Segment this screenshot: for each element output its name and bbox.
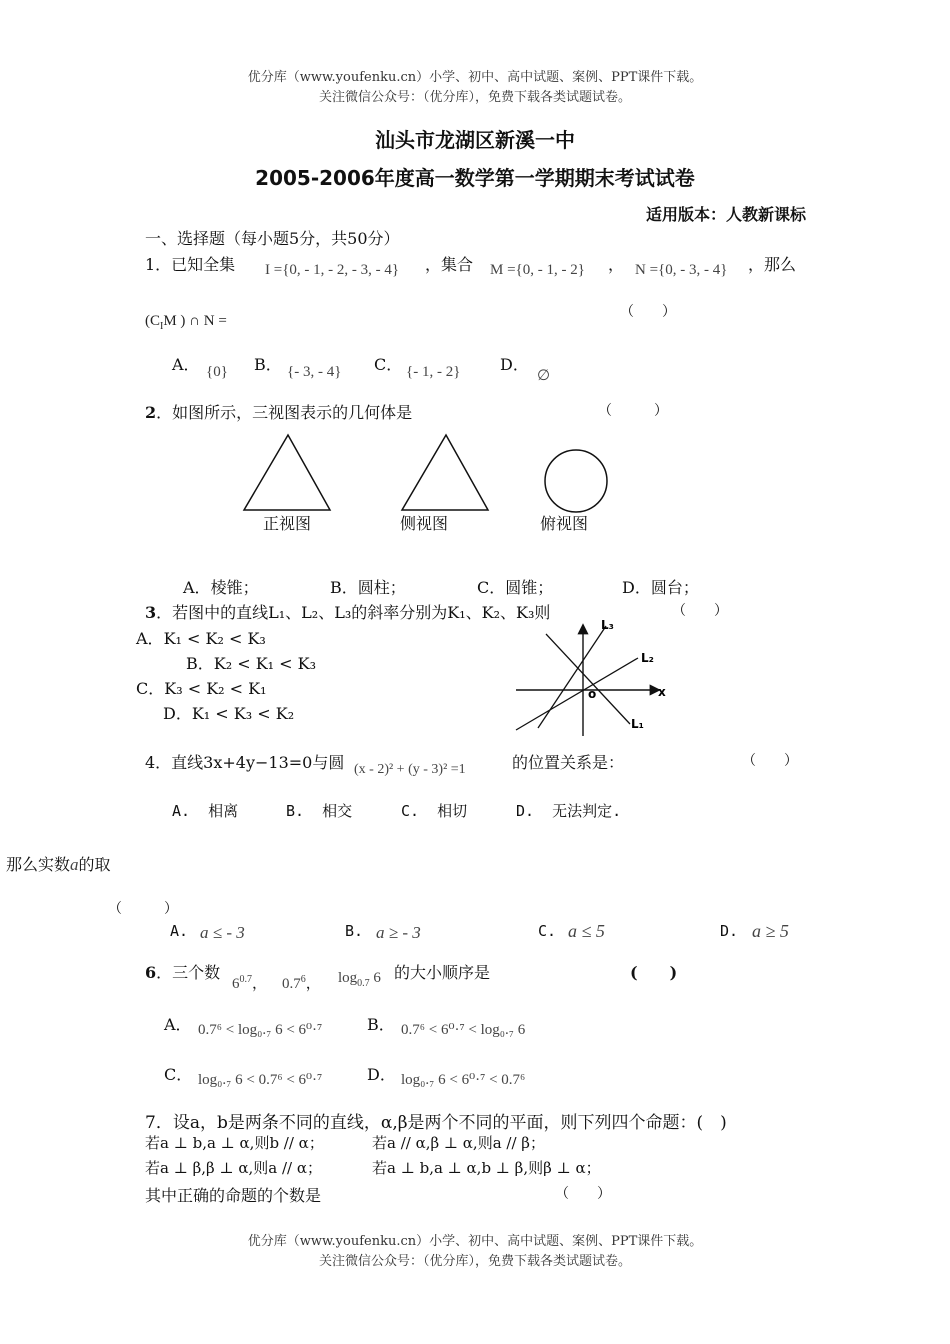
q3-option-b-value: K₂ < K₁ < K₃ — [213, 654, 317, 673]
q4-option-b-value: 相交 — [322, 802, 353, 820]
q4-suffix: 的位置关系是： — [512, 753, 625, 772]
q3-option-a-label: A． — [136, 629, 164, 648]
top-view-circle — [545, 450, 607, 512]
q2-option-c-label: C． — [477, 578, 506, 597]
q2-option-a-label: A． — [183, 578, 211, 597]
q7-proposition-3: 若a ⊥ β,β ⊥ α,则a // α； — [145, 1159, 322, 1177]
q7-proposition-4: 若a ⊥ b,a ⊥ α,b ⊥ β,则β ⊥ α； — [372, 1159, 601, 1177]
q7-ask: 其中正确的命题的个数是 — [145, 1186, 322, 1205]
q6-option-a-label: A． — [164, 1015, 192, 1034]
q6-n2-sup: 6 — [300, 974, 306, 985]
q1-expr-open: (C — [145, 313, 160, 329]
version-label: 适用版本：人教新课标 — [645, 205, 806, 224]
q2-text: ．如图所示，三视图表示的几何体是 — [156, 403, 413, 422]
q4-option-a-label: A. — [172, 802, 191, 820]
q1-set-i: I ={0, - 1, - 2, - 3, - 4} — [265, 262, 400, 278]
q6-option-b-value: 0.7⁶ < 6⁰·⁷ < log₀.₇ 6 — [401, 1022, 526, 1038]
q5-option-a-value: a ≤ - 3 — [200, 923, 245, 942]
school-title: 汕头市龙湖区新溪一中 — [375, 128, 575, 152]
q1-expr-rest: M ) ∩ N = — [163, 313, 227, 329]
q5-option-c-label: C. — [538, 922, 557, 940]
q3-answer-paren: （ ） — [672, 603, 728, 619]
q4-option-c-label: C. — [401, 802, 420, 820]
label-x: x — [658, 685, 666, 699]
q1-set-m: M ={0, - 1, - 2} — [490, 262, 585, 278]
q6-option-d-value: log₀.₇ 6 < 6⁰·⁷ < 0.7⁶ — [401, 1072, 526, 1088]
q7-proposition-2: 若a // α,β ⊥ α,则a // β； — [372, 1134, 545, 1152]
q1-expr-sub: I — [160, 321, 164, 332]
q4-option-d-label: D. — [516, 802, 535, 820]
q1-option-c-label: C． — [374, 355, 403, 374]
label-l3: L₃ — [601, 618, 614, 632]
q2-option-c-value: 圆锥； — [505, 578, 554, 597]
q5-var: a — [70, 855, 79, 874]
q1-option-d-label: D． — [500, 355, 529, 374]
q3-text: ．若图中的直线L₁、L₂、L₃的斜率分别为K₁、K₂、K₃则 — [156, 603, 551, 622]
q4-option-d-value: 无法判定. — [552, 802, 622, 820]
q6-suffix: 的大小顺序是 — [394, 963, 491, 982]
top-view-label: 俯视图 — [540, 514, 589, 533]
three-views-figure — [230, 430, 630, 515]
q2-option-b-label: B． — [330, 578, 358, 597]
q1-option-a-label: A． — [172, 355, 200, 374]
q4-option-c-value: 相切 — [437, 802, 468, 820]
q1-answer-paren: （ ） — [620, 304, 676, 320]
q3-option-c-value: K₃ < K₂ < K₁ — [164, 679, 267, 698]
q6-n1-sup: 0.7 — [239, 974, 252, 985]
q1-suffix: ，那么 — [748, 255, 797, 274]
q1-comma: ， — [608, 255, 625, 274]
q3-option-b-label: B． — [186, 654, 214, 673]
footer-line-2: 关注微信公众号：（优分库），免费下载各类试题试卷。 — [318, 1254, 631, 1269]
q1-option-c-value: {- 1, - 2} — [406, 364, 461, 380]
q6-option-d-label: D． — [367, 1065, 396, 1084]
q1-prefix: 1．已知全集 — [145, 255, 236, 274]
q7-text: 7．设a，b是两条不同的直线，α,β是两个不同的平面，则下列四个命题：( ) — [145, 1113, 727, 1133]
q6-n3-sub: 0.7 — [357, 978, 370, 989]
exam-title: 2005-2006年度高一数学第一学期期末考试试卷 — [255, 166, 695, 190]
q3-option-c-label: C． — [136, 679, 165, 698]
q2-option-a-value: 棱锥； — [210, 578, 259, 597]
q6-answer-paren: ( ) — [630, 963, 678, 982]
label-l1: L₁ — [631, 717, 644, 731]
q5-text-prefix: 那么实数 — [6, 855, 71, 874]
q2-option-d-label: D． — [622, 578, 651, 597]
front-view-triangle — [244, 435, 330, 510]
q6-option-c-value: log₀.₇ 6 < 0.7⁶ < 6⁰·⁷ — [198, 1072, 323, 1088]
line-l1 — [546, 634, 630, 724]
q4-option-b-label: B. — [286, 802, 305, 820]
q6-n3: log — [338, 970, 358, 986]
q3-option-d-value: K₁ < K₃ < K₂ — [191, 704, 295, 723]
q5-option-c-value: a ≤ 5 — [568, 921, 605, 941]
q3-option-a-value: K₁ < K₂ < K₃ — [163, 629, 266, 648]
q6-n3-rest: 6 — [369, 970, 381, 986]
q2-answer-paren: （ ） — [598, 403, 668, 419]
label-l2: L₂ — [641, 651, 654, 665]
q6-n2: 0.7 — [282, 976, 301, 992]
q4-prefix: 4．直线3x+4y−13=0与圆 — [145, 753, 345, 772]
q6-n1: 6 — [232, 976, 240, 992]
q5-option-d-label: D. — [720, 922, 739, 940]
q1-option-d-value: ∅ — [537, 368, 551, 384]
q7-proposition-1: 若a ⊥ b,a ⊥ α,则b // α； — [145, 1134, 324, 1152]
q1-set-n: N ={0, - 3, - 4} — [635, 262, 728, 278]
q3-option-d-label: D． — [163, 704, 192, 723]
q4-option-a-value: 相离 — [208, 802, 239, 820]
q1-option-b-value: {- 3, - 4} — [287, 364, 342, 380]
q1-option-a-value: {0} — [206, 364, 228, 380]
q2-option-b-value: 圆柱； — [357, 578, 406, 597]
footer-line-1: 优分库（www.youfenku.cn）小学、初中、高中试题、案例、PPT课件下载。 — [247, 1234, 703, 1249]
section-heading: 一、选择题（每小题5分，共50分） — [145, 229, 400, 248]
q5-text-suffix: 的取 — [78, 855, 111, 874]
q5-option-b-label: B. — [345, 922, 364, 940]
header-line-2: 关注微信公众号：（优分库），免费下载各类试题试卷。 — [318, 90, 631, 105]
label-origin: o — [588, 687, 597, 701]
q6-option-c-label: C． — [164, 1065, 193, 1084]
q5-option-b-value: a ≥ - 3 — [376, 923, 421, 942]
q1-option-b-label: B． — [254, 355, 282, 374]
q3-number: 3 — [145, 603, 157, 622]
header-line-1: 优分库（www.youfenku.cn）小学、初中、高中试题、案例、PPT课件下载。 — [247, 70, 703, 85]
q6-number: 6 — [145, 963, 157, 982]
slope-lines-graph — [508, 612, 683, 740]
q2-option-d-value: 圆台； — [650, 578, 699, 597]
q6-option-b-label: B． — [367, 1015, 395, 1034]
q6-option-a-value: 0.7⁶ < log₀.₇ 6 < 6⁰·⁷ — [198, 1022, 323, 1038]
side-view-triangle — [402, 435, 488, 510]
q1-expression — [145, 313, 227, 332]
q5-option-a-label: A. — [170, 922, 189, 940]
q5-option-d-value: a ≥ 5 — [752, 921, 789, 941]
q4-answer-paren: （ ） — [742, 753, 798, 769]
side-view-label: 侧视图 — [400, 514, 449, 533]
q5-answer-paren: （ ） — [108, 901, 178, 917]
q6-prefix: ．三个数 — [156, 963, 221, 982]
q2-number: 2 — [145, 403, 157, 422]
line-l3 — [538, 626, 606, 728]
q4-circle-equation: (x - 2)² + (y - 3)² =1 — [354, 762, 466, 777]
front-view-label: 正视图 — [263, 514, 312, 533]
q1-mid: ，集合 — [425, 255, 474, 274]
q7-answer-paren: （ ） — [555, 1186, 611, 1202]
